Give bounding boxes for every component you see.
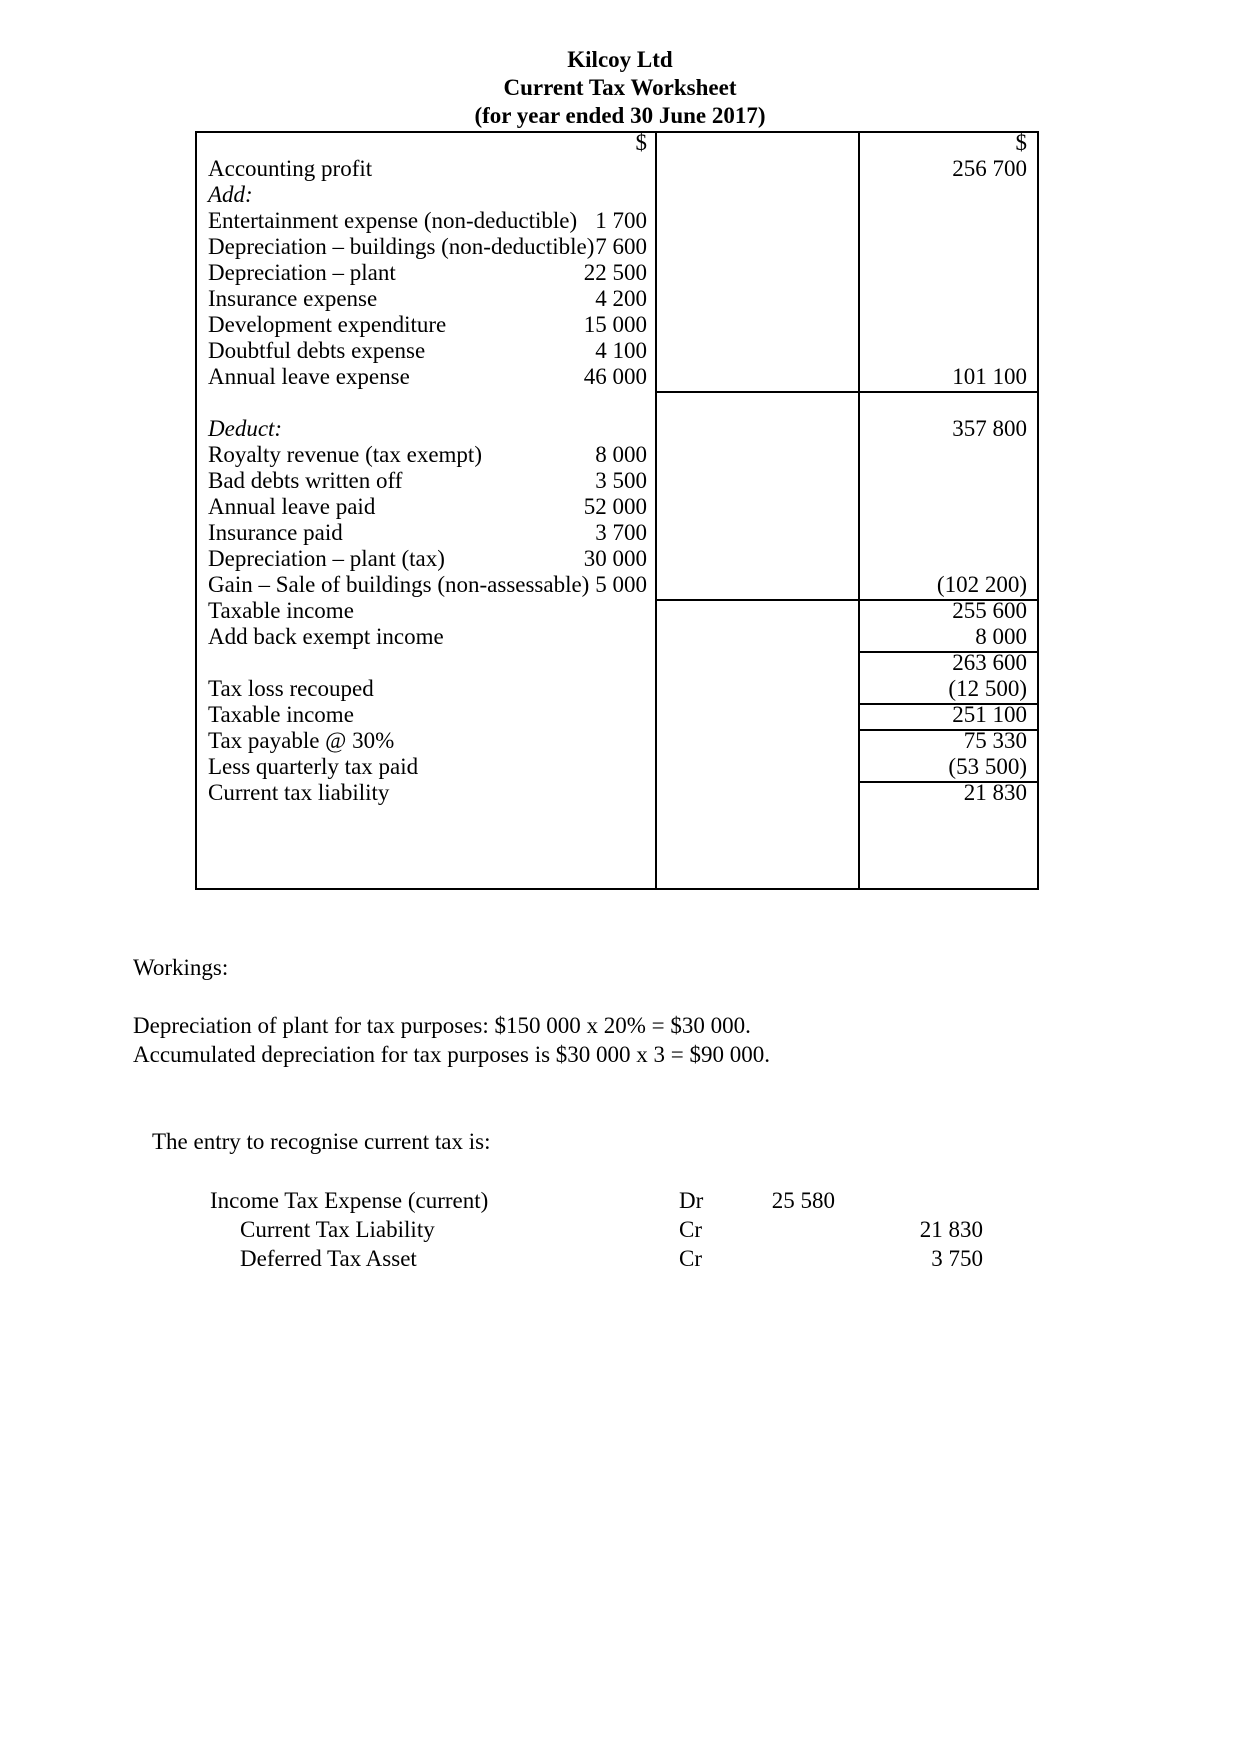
- row-mid-value: 5 000: [595, 572, 647, 597]
- row-label: Insurance paid: [208, 520, 343, 545]
- table-row: [197, 232, 1037, 261]
- table-row: [197, 726, 1037, 755]
- row-mid-value: 4 100: [595, 338, 647, 363]
- row-label: Current tax liability: [208, 780, 390, 805]
- table-row: [197, 544, 1037, 573]
- currency-header-mid: $: [635, 130, 647, 155]
- row-mid-value: 46 000: [583, 364, 647, 389]
- row-label: Development expenditure: [208, 312, 447, 337]
- entry-drcr: Cr: [679, 1217, 702, 1242]
- table-row: [197, 362, 1037, 391]
- row-mid-value: 52 000: [583, 494, 647, 519]
- row-right-value: 255 600: [952, 598, 1027, 623]
- row-label: Less quarterly tax paid: [208, 754, 419, 779]
- journal-entry-row: [0, 1186, 1240, 1215]
- table-row: [197, 154, 1037, 183]
- entry-account: Current Tax Liability: [240, 1217, 435, 1242]
- table-row: [197, 518, 1037, 547]
- table-row: [197, 414, 1037, 443]
- tax-worksheet-table: [195, 131, 1039, 890]
- row-right-value: 251 100: [952, 702, 1027, 727]
- row-mid-value: 3 700: [595, 520, 647, 545]
- row-mid-value: 8 000: [595, 442, 647, 467]
- table-row: [197, 206, 1037, 235]
- currency-header-row: [197, 128, 1037, 157]
- row-mid-value: 1 700: [595, 208, 647, 233]
- row-right-value: 75 330: [963, 728, 1027, 753]
- row-label: Doubtful debts expense: [208, 338, 426, 363]
- table-row: [197, 622, 1037, 651]
- row-mid-value: 30 000: [583, 546, 647, 571]
- row-mid-value: 7 600: [595, 234, 647, 259]
- row-mid-value: 4 200: [595, 286, 647, 311]
- table-row: [197, 284, 1037, 313]
- row-label: Tax payable @ 30%: [208, 728, 395, 753]
- row-right-value: (102 200): [936, 572, 1027, 597]
- row-mid-value: 3 500: [595, 468, 647, 493]
- entry-debit: 25 580: [771, 1188, 835, 1213]
- worksheet-title: Current Tax Worksheet: [503, 75, 737, 100]
- table-row: [197, 336, 1037, 365]
- table-row: [197, 648, 1037, 677]
- table-row: [197, 258, 1037, 287]
- row-right-value: (53 500): [948, 754, 1027, 779]
- journal-entry-row: [0, 1244, 1240, 1273]
- row-label: Gain – Sale of buildings (non-assessable): [208, 572, 590, 597]
- row-label: Bad debts written off: [208, 468, 403, 493]
- table-row: [197, 180, 1037, 209]
- row-right-value: 21 830: [963, 780, 1027, 805]
- worksheet-period: (for year ended 30 June 2017): [474, 103, 766, 128]
- entry-account: Income Tax Expense (current): [210, 1188, 489, 1213]
- currency-header-right: $: [1015, 130, 1027, 155]
- row-label: Royalty revenue (tax exempt): [208, 442, 482, 467]
- row-label: Annual leave paid: [208, 494, 376, 519]
- workings-line: Accumulated depreciation for tax purposes is $30 000 x 3 = $90 000.: [133, 1042, 771, 1067]
- entry-drcr: Dr: [679, 1188, 704, 1213]
- workings-heading: Workings:: [133, 955, 229, 980]
- subtotal-rule: [655, 391, 1037, 393]
- workings-line: Depreciation of plant for tax purposes: $150 000 x 20% = $30 000.: [133, 1013, 751, 1038]
- row-label: Accounting profit: [208, 156, 373, 181]
- table-row: [197, 570, 1037, 599]
- row-label: Add:: [208, 182, 253, 207]
- entry-drcr: Cr: [679, 1246, 702, 1271]
- company-name: Kilcoy Ltd: [567, 47, 673, 72]
- row-mid-value: 22 500: [583, 260, 647, 285]
- entry-account: Deferred Tax Asset: [240, 1246, 417, 1271]
- row-right-value: 8 000: [975, 624, 1027, 649]
- table-row: [197, 752, 1037, 781]
- row-label: Depreciation – plant (tax): [208, 546, 445, 571]
- row-right-value: (12 500): [948, 676, 1027, 701]
- table-row: [197, 778, 1037, 807]
- table-row: [197, 466, 1037, 495]
- row-label: Taxable income: [208, 598, 354, 623]
- table-row: [197, 674, 1037, 703]
- table-row: [197, 440, 1037, 469]
- table-row: [197, 310, 1037, 339]
- entry-credit: 3 750: [931, 1246, 983, 1271]
- journal-entry-row: [0, 1215, 1240, 1244]
- row-label: Add back exempt income: [208, 624, 444, 649]
- table-row: [197, 700, 1037, 729]
- row-label: Taxable income: [208, 702, 354, 727]
- row-label: Entertainment expense (non-deductible): [208, 208, 578, 233]
- row-right-value: 263 600: [952, 650, 1027, 675]
- row-right-value: 101 100: [952, 364, 1027, 389]
- row-label: Depreciation – plant: [208, 260, 396, 285]
- journal-intro: The entry to recognise current tax is:: [152, 1129, 491, 1154]
- row-label: Deduct:: [208, 416, 283, 441]
- row-label: Depreciation – buildings (non-deductible): [208, 234, 595, 259]
- row-mid-value: 15 000: [583, 312, 647, 337]
- row-right-value: 256 700: [952, 156, 1027, 181]
- row-label: Tax loss recouped: [208, 676, 374, 701]
- row-label: Insurance expense: [208, 286, 378, 311]
- table-row: [197, 492, 1037, 521]
- entry-credit: 21 830: [919, 1217, 983, 1242]
- row-right-value: 357 800: [952, 416, 1027, 441]
- row-label: Annual leave expense: [208, 364, 410, 389]
- table-row: [197, 596, 1037, 625]
